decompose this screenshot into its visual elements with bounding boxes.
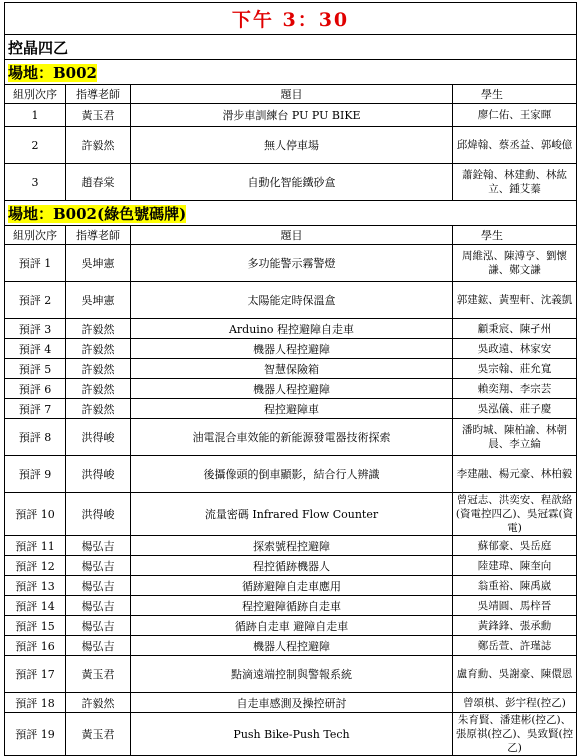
- teacher-name: 楊弘吉: [66, 636, 131, 656]
- group-id: 預評 18: [5, 693, 66, 713]
- project-topic: 後攝像頭的倒車顯影，結合行人辨識: [131, 456, 453, 493]
- group-id: 預評 11: [5, 536, 66, 556]
- teacher-name: 許毅然: [66, 379, 131, 399]
- student-names: 賴奕翔、李宗芸: [453, 379, 577, 399]
- header-topic: 題目: [131, 226, 453, 245]
- teacher-name: 洪得峻: [66, 493, 131, 536]
- header-row-2: [5, 226, 577, 245]
- student-names: 曾冠志、洪奕安、程歆絡(資電控四乙)、吳冠霖(資電): [453, 493, 577, 536]
- table-row: [5, 379, 577, 399]
- teacher-name: 楊弘吉: [66, 556, 131, 576]
- project-topic: 循跡避障自走車應用: [131, 576, 453, 596]
- teacher-name: 楊弘吉: [66, 616, 131, 636]
- student-names: 鄭岳萱、許瑾誌: [453, 636, 577, 656]
- student-names: 黃鋒鋒、張承勳: [453, 616, 577, 636]
- student-names: 蘇郁豪、吳岳庭: [453, 536, 577, 556]
- group-id: 預評 1: [5, 245, 66, 282]
- project-topic: 機器人程控避障: [131, 339, 453, 359]
- group-id: 預評 3: [5, 319, 66, 339]
- table-row: [5, 713, 577, 756]
- teacher-name: 楊弘吉: [66, 576, 131, 596]
- table-row: [5, 493, 577, 536]
- table-row: [5, 636, 577, 656]
- student-names: 蕭銓翰、林建勳、林紘立、鍾艾蓁: [453, 164, 577, 201]
- teacher-name: 洪得峻: [66, 456, 131, 493]
- student-names: 陸建瑋、陳奎向: [453, 556, 577, 576]
- header-teacher: 指導老師: [66, 226, 131, 245]
- venue-label-1: 場地：B002: [8, 63, 97, 82]
- teacher-name: 楊弘吉: [66, 536, 131, 556]
- schedule-sheet: [4, 2, 576, 756]
- table-row: [5, 616, 577, 636]
- table-row: [5, 693, 577, 713]
- project-topic: 滑步車訓練台 PU PU BIKE: [131, 104, 453, 127]
- group-id: 2: [5, 127, 66, 164]
- group-id: 預評 6: [5, 379, 66, 399]
- group-id: 1: [5, 104, 66, 127]
- project-topic: 自走車感測及操控研討: [131, 693, 453, 713]
- teacher-name: 趙春棠: [66, 164, 131, 201]
- teacher-name: 許毅然: [66, 359, 131, 379]
- project-topic: 點滴遠端控制與警報系統: [131, 656, 453, 693]
- teacher-name: 吳坤憲: [66, 245, 131, 282]
- project-topic: 程控循跡機器人: [131, 556, 453, 576]
- student-names: 翁重裕、陳禹崴: [453, 576, 577, 596]
- student-names: 吳宗翰、莊允寬: [453, 359, 577, 379]
- table-row: [5, 359, 577, 379]
- group-id: 預評 19: [5, 713, 66, 756]
- student-names: 曾頌棋、彭宇程(控乙): [453, 693, 577, 713]
- student-names: 吳泓儀、莊子慶: [453, 399, 577, 419]
- student-names: 潘昀城、陳柏諭、林朝晨、李立綸: [453, 419, 577, 456]
- group-id: 預評 15: [5, 616, 66, 636]
- header-group: 組別次序: [5, 85, 66, 104]
- group-id: 預評 2: [5, 282, 66, 319]
- group-id: 預評 13: [5, 576, 66, 596]
- group-id: 預評 4: [5, 339, 66, 359]
- group-id: 預評 16: [5, 636, 66, 656]
- project-topic: 自動化智能鐵砂盒: [131, 164, 453, 201]
- table-row: [5, 399, 577, 419]
- session-time-title: 下午 3：30: [5, 3, 577, 35]
- class-section-label: 控晶四乙: [5, 35, 577, 60]
- schedule-table: [4, 2, 577, 756]
- student-names: 周維泓、陳溥亨、劉懷謙、鄭文謙: [453, 245, 577, 282]
- teacher-name: 楊弘吉: [66, 596, 131, 616]
- group2-body: [5, 245, 577, 756]
- project-topic: 流量密碼 Infrared Flow Counter: [131, 493, 453, 536]
- table-row: [5, 339, 577, 359]
- project-topic: 循跡自走車 避障自走車: [131, 616, 453, 636]
- table-row: [5, 245, 577, 282]
- project-topic: 太陽能定時保溫盒: [131, 282, 453, 319]
- group-id: 預評 14: [5, 596, 66, 616]
- student-names: 邱煒翰、蔡丞益、郭峻億: [453, 127, 577, 164]
- teacher-name: 許毅然: [66, 339, 131, 359]
- project-topic: Arduino 程控避障自走車: [131, 319, 453, 339]
- student-names: 郭建鋐、黃聖軒、沈義凱: [453, 282, 577, 319]
- table-row: [5, 536, 577, 556]
- project-topic: 無人停車場: [131, 127, 453, 164]
- header-topic: 題目: [131, 85, 453, 104]
- teacher-name: 黃玉君: [66, 713, 131, 756]
- table-row: [5, 556, 577, 576]
- table-row: [5, 456, 577, 493]
- header-teacher: 指導老師: [66, 85, 131, 104]
- header-group: 組別次序: [5, 226, 66, 245]
- project-topic: 智慧保險箱: [131, 359, 453, 379]
- teacher-name: 洪得峻: [66, 419, 131, 456]
- group-id: 預評 7: [5, 399, 66, 419]
- table-row: [5, 596, 577, 616]
- project-topic: 機器人程控避障: [131, 636, 453, 656]
- project-topic: 程控避障車: [131, 399, 453, 419]
- table-row: [5, 127, 577, 164]
- student-names: 顧秉宸、陳孑州: [453, 319, 577, 339]
- project-topic: 探索號程控避障: [131, 536, 453, 556]
- group-id: 預評 12: [5, 556, 66, 576]
- teacher-name: 黃玉君: [66, 656, 131, 693]
- header-students: 學生: [453, 85, 577, 104]
- header-students: 學生: [453, 226, 577, 245]
- group-id: 3: [5, 164, 66, 201]
- teacher-name: 許毅然: [66, 319, 131, 339]
- table-row: [5, 282, 577, 319]
- student-names: 廖仁佑、王家暉: [453, 104, 577, 127]
- student-names: 盧育勳、吳謝豪、陳儇恩: [453, 656, 577, 693]
- teacher-name: 吳坤憲: [66, 282, 131, 319]
- project-topic: 機器人程控避障: [131, 379, 453, 399]
- table-row: [5, 656, 577, 693]
- student-names: 吳靖圓、馬梓晉: [453, 596, 577, 616]
- header-row-1: [5, 85, 577, 104]
- table-row: [5, 576, 577, 596]
- project-topic: 多功能警示霧警燈: [131, 245, 453, 282]
- table-row: [5, 164, 577, 201]
- teacher-name: 許毅然: [66, 399, 131, 419]
- group-id: 預評 17: [5, 656, 66, 693]
- teacher-name: 許毅然: [66, 693, 131, 713]
- teacher-name: 黃玉君: [66, 104, 131, 127]
- group-id: 預評 8: [5, 419, 66, 456]
- group1-body: [5, 104, 577, 201]
- student-names: 朱育賢、潘建彬(控乙)、張原祺(控乙)、吳致賢(控乙): [453, 713, 577, 756]
- table-row: [5, 104, 577, 127]
- project-topic: Push Bike-Push Tech: [131, 713, 453, 756]
- group-id: 預評 9: [5, 456, 66, 493]
- teacher-name: 許毅然: [66, 127, 131, 164]
- table-row: [5, 419, 577, 456]
- group-id: 預評 10: [5, 493, 66, 536]
- venue-label-2: 場地：B002(綠色號碼牌): [8, 204, 187, 223]
- student-names: 吳政遠、林家安: [453, 339, 577, 359]
- table-row: [5, 319, 577, 339]
- group-id: 預評 5: [5, 359, 66, 379]
- project-topic: 程控避障循跡自走車: [131, 596, 453, 616]
- project-topic: 油電混合車效能的新能源發電器技術探索: [131, 419, 453, 456]
- student-names: 李建融、楊元豪、林柏毅: [453, 456, 577, 493]
